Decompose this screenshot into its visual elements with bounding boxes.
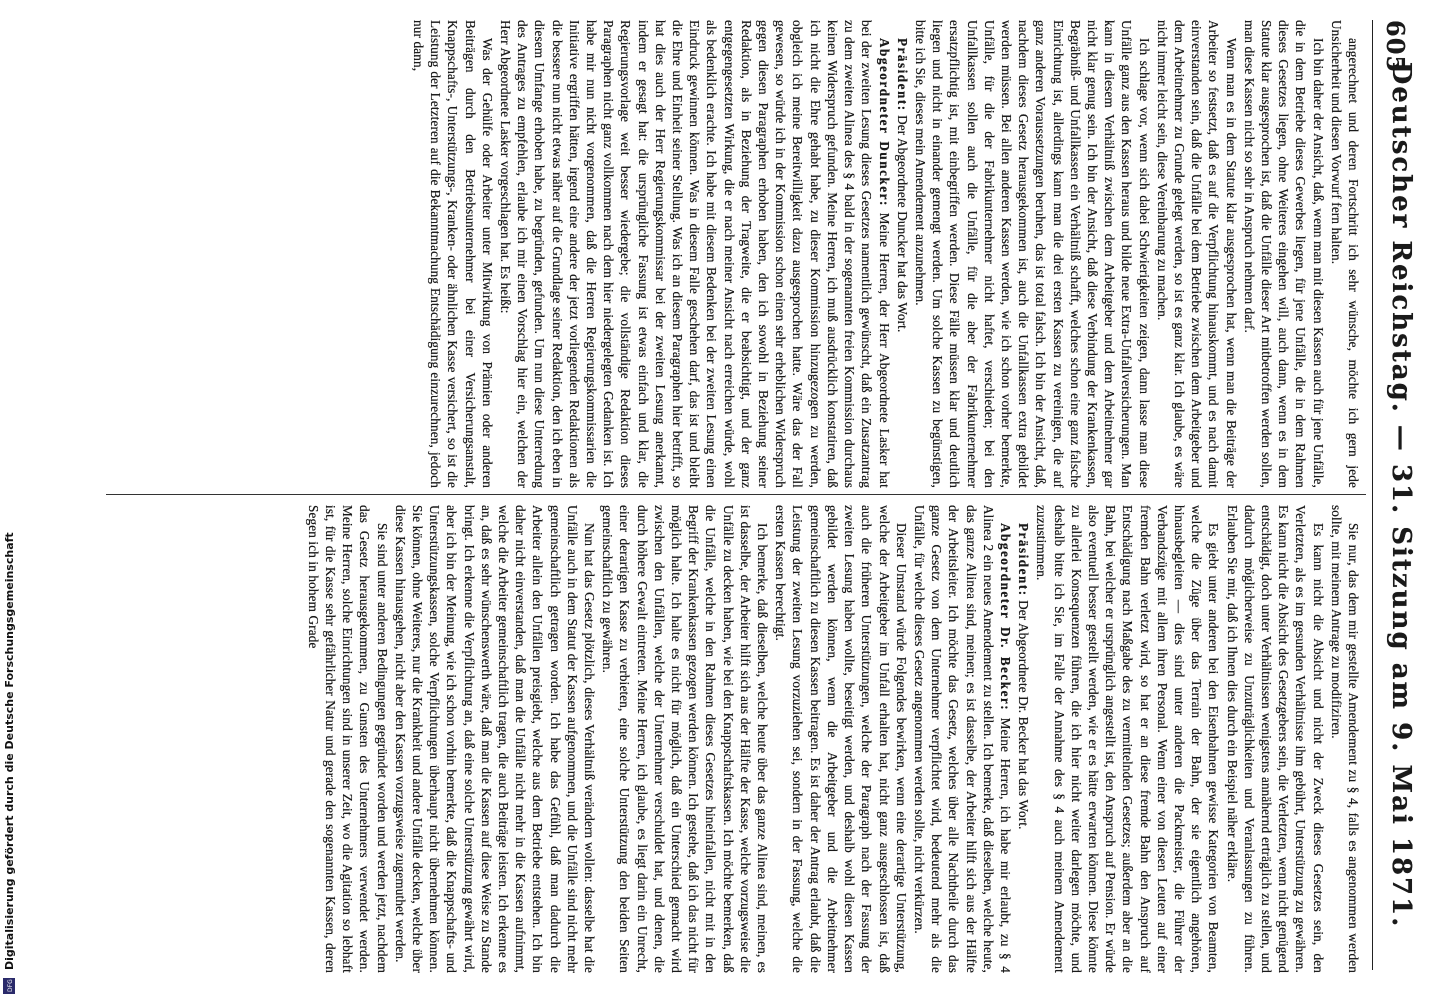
paragraph [1328,505,1362,973]
column-divider [106,494,1366,495]
paragraph-text: Ich schlage vor, wenn sich dabei Schwierigkeiten zeigen, dann lasse man diese Unfälle ganz aus den Kassen heraus und bilde neue Extra-Unfallversicherungen. Man kann in diesem Verhältniß zwischen dem Arbeitgeber und dem Arbeitnehmer gar nicht klar genug sein. Ich bin der Ansicht, daß diese Verbindung der Krankenkassen, Begräbniß- und Unfallkassen ein Verhältniß schafft, welches schon eine ganz falsche Einrichtung ist, allerdings kann man die drei ersten Kassen zu vereinigen, die auf ganz anderen Voraussetzungen beruhen, das ist total falsch. Ich bin der Ansicht, daß, nachdem dieses Gesetz herausgekommen ist, auch die Unfallkassen extra gebildet werden müssen. Bei allen anderen Kassen werden, wie ich schon vorher bemerkte, Unfälle, für die der Fabrikunternehmer nicht haftet, verschieden; bei den Unfallkassen sollen auch die Unfälle, für die aber der Fabrikunternehmer ersatzpflichtig ist, mit einbegriffen werden. Diese Fälle müssen klar und deutlich liegen und nicht in einander gemengt werden. Um solche Kassen zu begünstigen, bitte ich Sie, dieses mein Amendement anzunehmen. [912,20,1152,488]
paragraph-text: Was der Gehülfe oder Arbeiter unter Mitwirkung von Prämien oder anderen Beiträgen durch den Betriebsunternehmer bei einer Versicherungsanstalt, Knappschafts-, Unterstützungs-, Kranken- oder ähnlichen Kasse versichert, so ist die Leistung der Letzteren auf die Bekanntmachung Entschädigung einzurechnen, jedoch nur dann, [411,20,495,488]
paragraph [894,20,911,488]
paragraph [911,505,1014,973]
paragraph-text: angerechnet und deren Fortschritt ich sehr wünsche, möchte ich gern jede Unsicherheit und diesen Vorwurf fern halten. [1328,20,1361,488]
paragraph-text: Der Abgeordnete Dr. Becker hat das Wort. [1016,600,1032,830]
paragraph [305,505,391,973]
paragraph [912,20,1153,488]
paragraph-text: Sie nur, das dem mir gestellte Amendement zu § 4, falls es angenommen werden sollte, mit meinem Antrage zu modifiziren. [1328,505,1361,973]
digitization-credit: Digitalisierung gefördert durch die Deutsche Forschungsgemeinschaft [3,532,16,970]
page-number: 605 [1381,20,1410,74]
paragraph [410,20,496,488]
paragraph-text: Es kann nicht die Absicht und nicht der Zweck dieses Gesetzes sein, den Verletzten, als es im gesunden Verhältnisse ihm gebührt, Unterstützung zu gewähren. Es kann nicht die Absicht des Gesetzgebers sein, die Verletzten, wenn nicht genügend entschädigt, doch unter Verhältnissen wenigstens annähernd erträglich zu stellen, und dadurch möglicherweise zu Unzuträglichkeiten und Veranlassungen zu führen. Erlauben Sie mir, daß ich Ihnen dies durch ein Beispiel näher erkläre. [1224,505,1326,973]
speaker-name: Abgeordneter Dr. Becker: [997,523,1013,712]
paragraph [1015,505,1032,973]
paragraph-text: Meine Herren, ich habe mir erlaubt, zu § 4 Alinea 2 ein neues Amendement zu stellen. Ich bemerke, daß dieselben, welche heute, das ganze Alinea sind, meinen; es ist dasselbe, der Arbeiter hilft sich aus der Hälfte der Arbeitsleiter. Ich möchte das Gesetz, welches über alle Nachtheile durch das ganze Gesetz von dem Unternehmer verpflichtet wird, bedeutend mehr als die Unfälle, für welche dieses Gesetz angenommen werden sollte, nicht verkürzen. [911,505,1013,973]
paragraph-text: Meine Herren, der Herr Abgeordnete Lasker hat bei der zweiten Lesung dieses Gesetzes namentlich gewünscht, daß ein Zusatzantrag zu dem zweiten Alinea des § 4 bald in der sogenannten freien Kommission durchaus keinen Widerspruch gefunden. Meine Herren, ich muß ausdrücklich konstatiren, daß ich nicht die Ehre gehabt habe, zu dieser Kommission hinzugezogen zu werden, obgleich ich meine Bereitwilligkeit dazu ausgesprochen hatte. Wäre das der Fall gewesen, so würde ich in der Kommission schon einen sehr erheblichen Widerspruch gegen diesen Paragraphen erhoben haben, den ich sowohl in Beziehung seiner Redaktion, als in Beziehung der Tragweite, die er beabsichtigt, und der ganz entgegengesetzten Wirkung, die er nach meiner Ansicht nach erreichen würde, wohl als bedenklich erachte. Ich habe mit diesem Bedenken bei der zweiten Lesung einen Eindruck gewinnen können. Was in diesem Falle geschehen darf, das ist und bleibt die Ehre und Einheit seiner Stellung. Was ich an diesem Paragraphen hier betrifft, so hat dies auch der Herr Regierungskommissar bei der zweiten Lesung anerkannt, indem er gesagt hat: die ursprüngliche Fassung ist etwas einfach und klar, die Regierungsvorlage weit besser wiedergebe; die vollständige Redaktion dieses Paragraphen nicht ganz vollkommen nach dem hier niedergelegten Gedanken ist. Ich habe mir nun nicht vorgenommen, daß die Herren Regierungskommissarien die Initiative ergriffen hätten, irgend eine andere der jetzt vorliegenden Redaktionen als die bessere nun nicht etwas näher auf die Grundlage seiner Redaktion, den ich eben in diesem Umfange erhoben habe, zu begründen, gefunden. Um nun diese Unterredung des Antrages zu empfehlen, erlaube ich mir einen Vorschlag hier ein, welchen der Herr Abgeordnete Lasker vorgeschlagen hat. Es heißt: [498,20,892,488]
left-column [112,20,1362,488]
speaker-name: Präsident: [894,38,910,112]
paragraph-text: Sie sind unter anderen Bedingungen gegründet worden und werden jetzt, nachdem das Gesetz herausgekommen, zu Gunsten des Unternehmers verwendet werden. Meine Herren, solche Einrichtungen sind in unserer Zeit, wo die Agitation so lebhaft ist, für die Kasse sehr gefährlicher Natur und gerade den sogenannten Kassen, deren Segen ich in hohem Grade [305,505,390,973]
paragraph [392,505,598,973]
paragraph [1328,20,1362,488]
speaker-name: Präsident: [1016,523,1032,597]
page-header [1372,20,1424,970]
paragraph [1033,505,1222,973]
right-column [112,505,1362,973]
paragraph-text: Nun hat das Gesetz plötzlich, dieses Verhältniß verändern wollen: dasselbe hat die Unfälle auch in dem Statut der Kassen aufgenommen, und die Unfälle sind nicht mehr gemeinschaftlich getragen worden. Ich habe das Gefühl, daß man dadurch die Arbeiter allein den Unfällen preisgiebt, welche aus dem Betriebe entstehen. Ich bin daher nicht einverstanden, daß man die Unfälle nicht mehr in die Kassen aufnimmt, welche die Arbeiter gemeinschaftlich tragen, die auch Beiträge leisten. Ich erkenne es an, daß es sehr wünschenswerth wäre, daß man die Kassen auf diese Weise zu Stande bringt. Ich erkenne die Verpflichtung an, daß eine solche Unterstützung gewährt wird, aber ich bin der Meinung, wie ich schon vorhin bemerkte, daß die Knappschafts- und Unterstützungskassen, solche Verpflichtungen überhaupt nicht übernehmen können. Sie können, ohne Weiteres, nur die Krankheit und andere Unfälle decken, welche über diese Kassen hinausgehen, nicht aber den Kassen vorzugsweise zugemuthet werden. [392,505,598,973]
speaker-name: Abgeordneter Duncker: [876,38,892,207]
header-rule [1372,20,1373,970]
paragraph-text: Ich bin daher der Ansicht, daß, wenn man mit diesen Kassen auch für jene Unfälle, die in dem Betriebe dieses Gewerbes liegen, für jene Unfälle, die in dem Rahmen dieses Gesetzes liegen, ohne Weiteres eingehen will, auch dann, wenn es in dem Statute klar ausgesprochen ist, daß die Unfälle dieser Art mitbetroffen werden sollen, man diese Kassen nicht so sehr in Anspruch nehmen darf. [1241,20,1326,488]
paragraph-text: Wenn man es in dem Statute klar ausgesprochen hat, wenn man die Beiträge der Arbeiter so festsetzt, daß es auf die Verpflichtung hinauskommt, und es nach damit einverstanden sein, daß die Unfälle bei dem Betriebe zwischen dem Arbeitgeber und dem Arbeitnehmer zu Grunde gelegt werden, so ist es ganz klar. Ich glaube, es wäre nicht immer leicht sein, diese Vereinbarung zu machen. [1154,20,1239,488]
dfg-logo: DFG [3,978,15,994]
paragraph-text: Es giebt unter anderen bei den Eisenbahnen gewisse Kategorien von Beamten, welche die Züge über das Terrain der Bahn, der sie eigentlich angehören, hinausbegleiten — dies sind unter anderen die Packmeister, die Führer der Verbandszüge mit allem ihren Personal. Wenn einer von diesen Leuten auf einer fremden Bahn verletzt wird, so hat er an diese fremde Bahn den Anspruch auf Entschädigung nach Maßgabe des zu vermittelnden Gesetzes; außerdem aber an die Bahn, bei welcher er ursprünglich angestellt ist, den Anspruch auf Pension. Er würde also eventuell besser gestellt werden, wie er es hätte erwarten können. Diese könnte zu allerlei Konsequenzen führen, die ich hier nicht weiter darlegen möchte, und deshalb bitte ich Sie, im Falle der Annahme des § 4 auch meinem Amendement zuzustimmen. [1034,505,1222,973]
document-page [80,0,1432,1000]
paragraph [1241,20,1327,488]
digitization-credit-strip [0,0,18,1000]
paragraph-text: Dieser Umstand würde Folgendes bewirken, wenn eine derartige Unterstützung, welche der Arbeitgeber im Unfall erhalten hat, nicht ganz ausgeschlossen ist, daß auch die früheren Unterstützungen, welche der Paragraph nach der Fassung der zweiten Lesung haben wollte, beseitigt werden, und deshalb wohl diesen Kassen gebildet werden können, wenn die Arbeitgeber und die Arbeitnehmer gemeinschaftlich zu diesen Kassen beitragen. Es ist daher der Antrag erlaubt, daß die Leistung der zweiten Lesung vorzuziehen sei, sondern in der Fassung, welche die ersten Kassen berechtigt. [773,505,909,973]
paragraph-text: Ich bemerke, daß dieselben, welche heute über das ganze Alinea sind, meinen, es ist dasselbe, der Arbeiter hilft sich aus der Hälfte der Kasse, welche vorzugsweise die Unfälle zu decken haben, wie bei den Knappschaftskassen. Ich möchte bemerken, daß die Unfälle, welche in den Rahmen dieses Gesetzes hineinfallen, nicht mit in den Begriff der Krankenkassen gezogen werden können. Ich gestehe, daß ich das nicht für möglich halte. Ich halte es nicht für möglich, daß ein Unterschied gemacht wird zwischen den Unfällen, welche der Unternehmer verschuldet hat, und denen, die durch höhere Gewalt eintreten. Meine Herren, ich glaube, es liegt darin ein Unrecht, einer derartigen Kasse zu verbieten, eine solche Unterstützung den beiden Seiten gemeinschaftlich zu gewähren. [600,505,771,973]
page-title: Deutscher Reichstag. — 31. Sitzung am 9. Mai 1871. [1386,61,1416,929]
paragraph-text: Der Abgeordnete Duncker hat das Wort. [894,115,910,333]
paragraph [497,20,893,488]
paragraph [772,505,910,973]
paragraph [599,505,771,973]
paragraph [1223,505,1326,973]
paragraph [1154,20,1240,488]
